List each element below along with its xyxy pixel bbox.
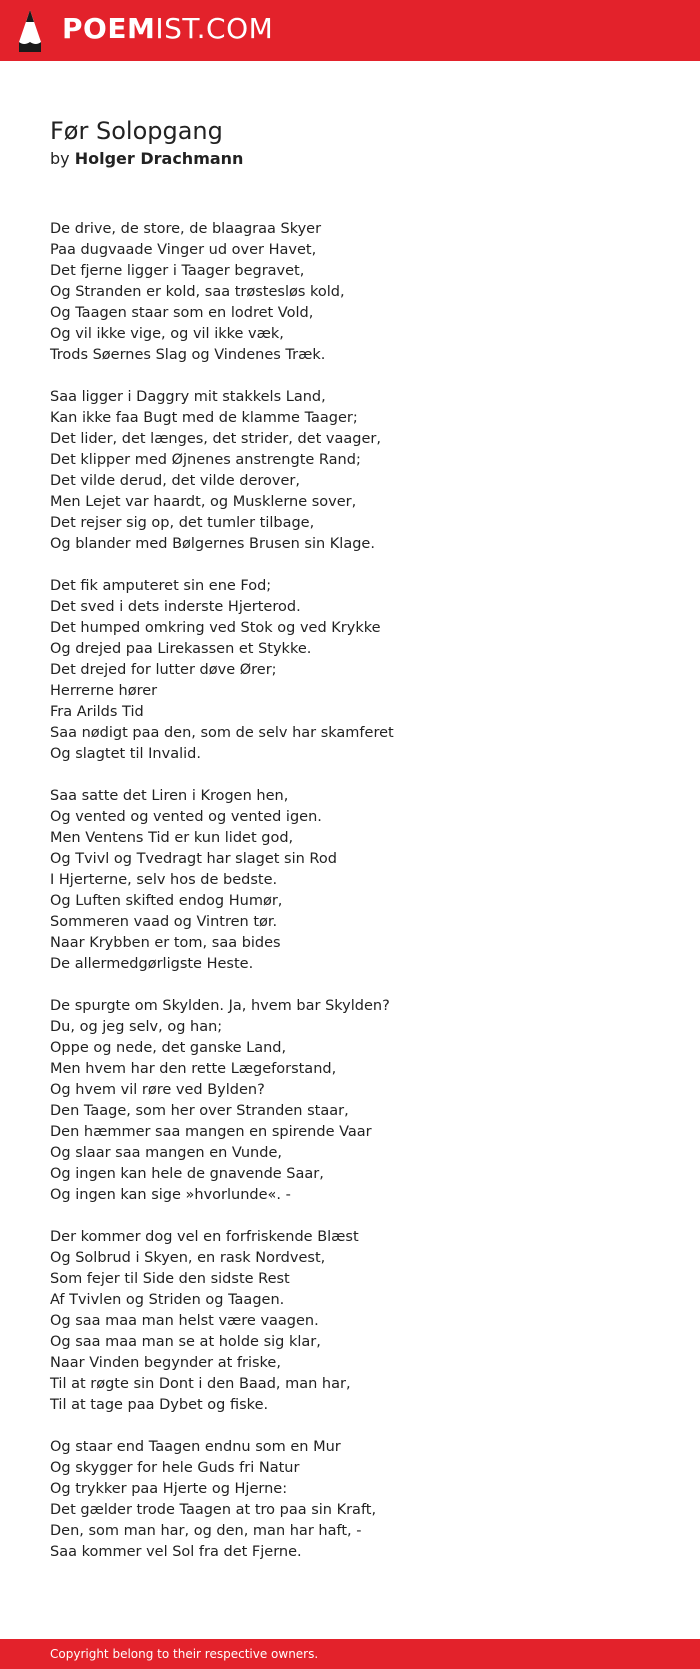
poem-line: Men hvem har den rette Lægeforstand,	[50, 1061, 337, 1077]
poem-line: Saa ligger i Daggry mit stakkels Land,	[50, 389, 326, 405]
poem-line: Kan ikke faa Bugt med de klamme Taager;	[50, 410, 358, 426]
poem-line: Og Solbrud i Skyen, en rask Nordvest,	[50, 1250, 326, 1266]
poem-line: Det fik amputeret sin ene Fod;	[50, 578, 272, 594]
stanza	[50, 996, 670, 1206]
poem-line: Det fjerne ligger i Taager begravet,	[50, 263, 305, 279]
poem-line: Men Lejet var haardt, og Musklerne sover,	[50, 494, 357, 510]
poem-line: Den Taage, som her over Stranden staar,	[50, 1103, 349, 1119]
poem-line: Og skygger for hele Guds fri Natur	[50, 1460, 300, 1476]
stanza	[50, 387, 670, 555]
poem-line: Det lider, det længes, det strider, det vaager,	[50, 431, 381, 447]
site-header	[0, 0, 700, 61]
poem-line: Af Tvivlen og Striden og Taagen.	[50, 1292, 285, 1308]
poem-line: Og hvem vil røre ved Bylden?	[50, 1082, 265, 1098]
stanza	[50, 219, 670, 366]
poem-line: Og staar end Taagen endnu som en Mur	[50, 1439, 341, 1455]
logo-light-text: IST.COM	[155, 12, 274, 45]
stanza	[50, 1227, 670, 1416]
poem-line: Det klipper med Øjnenes anstrengte Rand;	[50, 452, 361, 468]
poem-line: Som fejer til Side den sidste Rest	[50, 1271, 290, 1287]
poem-line: Og ingen kan sige »hvorlunde«. -	[50, 1187, 291, 1203]
poem-line: Og Stranden er kold, saa trøstesløs kold,	[50, 284, 345, 300]
poem-line: Og vented og vented og vented igen.	[50, 809, 322, 825]
poem-line: Det drejed for lutter døve Ører;	[50, 662, 277, 678]
poem-line: Og Taagen staar som en lodret Vold,	[50, 305, 314, 321]
poem-line: Men Ventens Tid er kun lidet god,	[50, 830, 294, 846]
poem-line: Saa satte det Liren i Krogen hen,	[50, 788, 289, 804]
poem-line: Naar Vinden begynder at friske,	[50, 1355, 281, 1371]
poem-line: Sommeren vaad og Vintren tør.	[50, 914, 278, 930]
poem-line: Og slagtet til Invalid.	[50, 746, 201, 762]
poem-line: Den hæmmer saa mangen en spirende Vaar	[50, 1124, 372, 1140]
site-logo[interactable]	[62, 11, 273, 47]
poem-line: Og drejed paa Lirekassen et Stykke.	[50, 641, 312, 657]
poem-line: Og slaar saa mangen en Vunde,	[50, 1145, 282, 1161]
poem-line: De allermedgørligste Heste.	[50, 956, 254, 972]
poem-line: Det sved i dets inderste Hjerterod.	[50, 599, 301, 615]
poem-line: Til at røgte sin Dont i den Baad, man har,	[50, 1376, 351, 1392]
poem-line: Det rejser sig op, det tumler tilbage,	[50, 515, 315, 531]
author-name[interactable]: Holger Drachmann	[74, 149, 244, 168]
stanza	[50, 786, 670, 975]
logo-bold-text: POEM	[62, 12, 156, 45]
poem-line: I Hjerterne, selv hos de bedste.	[50, 872, 278, 888]
poem-line: Du, og jeg selv, og han;	[50, 1019, 223, 1035]
poem-line: Trods Søernes Slag og Vindenes Træk.	[50, 347, 326, 363]
poem-line: Naar Krybben er tom, saa bides	[50, 935, 281, 951]
poem-line: Til at tage paa Dybet og fiske.	[50, 1397, 269, 1413]
by-label: by	[50, 149, 70, 168]
stanza	[50, 1437, 670, 1563]
poem-line: Det gælder trode Taagen at tro paa sin Kraft,	[50, 1502, 377, 1518]
poem-line: Oppe og nede, det ganske Land,	[50, 1040, 287, 1056]
poem-line: Og vil ikke vige, og vil ikke væk,	[50, 326, 284, 342]
poem-line: Og saa maa man helst være vaagen.	[50, 1313, 319, 1329]
poem-line: Og Tvivl og Tvedragt har slaget sin Rod	[50, 851, 337, 867]
poem-line: De spurgte om Skylden. Ja, hvem bar Skylden?	[50, 998, 390, 1014]
poem-line: Den, som man har, og den, man har haft, -	[50, 1523, 362, 1539]
poem-line: Og Luften skifted endog Humør,	[50, 893, 283, 909]
poem-line: Og trykker paa Hjerte og Hjerne:	[50, 1481, 288, 1497]
poem-line: Herrerne hører	[50, 683, 158, 699]
stanza	[50, 576, 670, 765]
poem-body	[50, 219, 670, 1584]
poem-line: Og saa maa man se at holde sig klar,	[50, 1334, 321, 1350]
poem-line: Saa nødigt paa den, som de selv har skamferet	[50, 725, 394, 741]
poem-line: Det vilde derud, det vilde derover,	[50, 473, 300, 489]
copyright-text: Copyright belong to their respective owners.	[50, 1647, 319, 1661]
poem-line: Der kommer dog vel en forfriskende Blæst	[50, 1229, 359, 1245]
site-footer	[0, 1639, 700, 1669]
poem-line: Og ingen kan hele de gnavende Saar,	[50, 1166, 324, 1182]
poem-line: Fra Arilds Tid	[50, 704, 144, 720]
poem-line: Saa kommer vel Sol fra det Fjerne.	[50, 1544, 302, 1560]
poem-line: Paa dugvaade Vinger ud over Havet,	[50, 242, 317, 258]
poem-line: De drive, de store, de blaagraa Skyer	[50, 221, 322, 237]
poem-title: Før Solopgang	[50, 117, 223, 145]
poem-line: Og blander med Bølgernes Brusen sin Klage.	[50, 536, 375, 552]
pencil-tip-icon[interactable]	[17, 8, 43, 54]
byline	[50, 149, 243, 169]
poem-line: Det humped omkring ved Stok og ved Krykke	[50, 620, 381, 636]
